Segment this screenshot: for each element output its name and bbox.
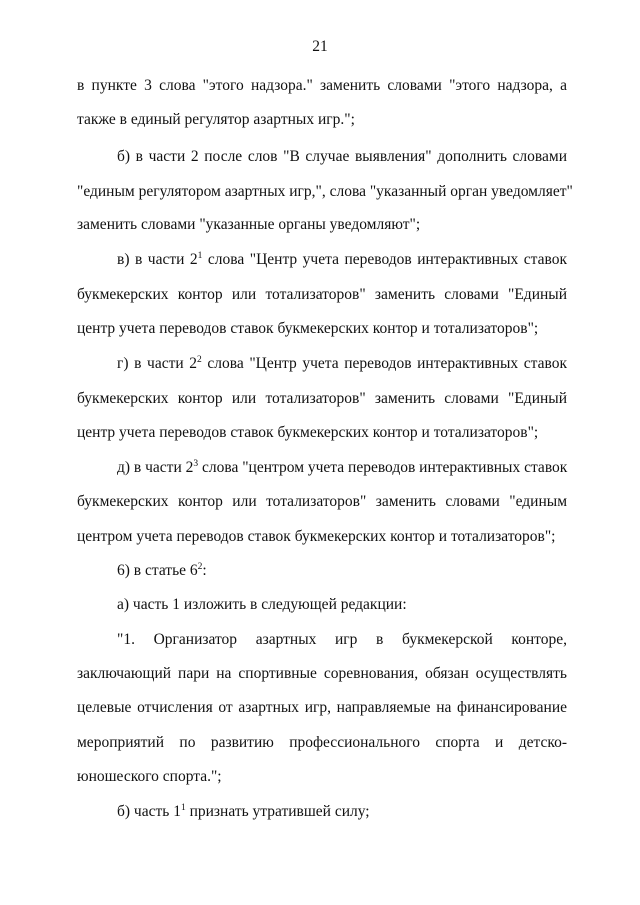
superscript: 3 [193,459,199,469]
text-fragment: : [202,562,207,579]
text-fragment: д) в части 2 [117,459,194,476]
text-line: букмекерских контор или тотализаторов" заменить словами "Единый [77,390,567,407]
text-line: в пункте 3 слова "этого надзора." заменить словами "этого надзора, а [77,77,567,94]
text-line: заключающий пари на спортивные соревнования, обязан осуществлять [77,665,567,682]
page-number: 21 [312,38,328,55]
text-line [117,802,567,822]
text-line [117,561,567,581]
text-line: "1. Организатор азартных игр в букмекерской конторе, [117,631,567,648]
text-line: мероприятий по развитию профессионального спорта и детско- [77,734,567,751]
text-line: заменить словами "указанные органы уведомляют"; [77,216,421,233]
text-fragment: признать утратившей силу; [185,803,370,820]
text-line: юношеского спорта."; [77,768,222,785]
text-fragment: 6) в статье 6 [117,562,198,579]
text-line: целевые отчисления от азартных игр, направляемые на финансирование [77,699,567,716]
text-fragment: в) в части 2 [117,251,198,268]
superscript: 2 [197,355,202,365]
superscript: 1 [180,803,186,813]
text-fragment: б) часть 1 [117,803,181,820]
text-line: центр учета переводов ставок букмекерских контор и тотализаторов"; [77,320,539,337]
text-line: букмекерских контор или тотализаторов" заменить словами "Единый [77,286,567,303]
superscript: 2 [197,562,203,572]
text-line [117,458,567,478]
text-line: "единым регулятором азартных игр,", слова "указанный орган уведомляет" [77,183,573,200]
text-line: б) в части 2 после слов "В случае выявления" дополнить словами [117,148,567,165]
text-fragment: слова "центром учета переводов интерактивных ставок [198,459,568,476]
text-line: центр учета переводов ставок букмекерских контор и тотализаторов"; [77,424,539,441]
text-fragment: г) в части 2 [117,355,198,372]
text-line [117,354,567,374]
text-fragment: слова "Центр учета переводов интерактивных ставок [202,251,567,268]
text-line [117,250,567,270]
text-line: центром учета переводов ставок букмекерских контор и тотализаторов"; [77,528,556,545]
superscript: 1 [197,251,203,261]
text-fragment: слова "Центр учета переводов интерактивных ставок [201,355,567,372]
text-line: а) часть 1 изложить в следующей редакции: [117,596,407,613]
text-line: также в единый регулятор азартных игр."; [77,111,355,128]
text-line: букмекерских контор или тотализаторов" заменить словами "единым [77,493,567,510]
